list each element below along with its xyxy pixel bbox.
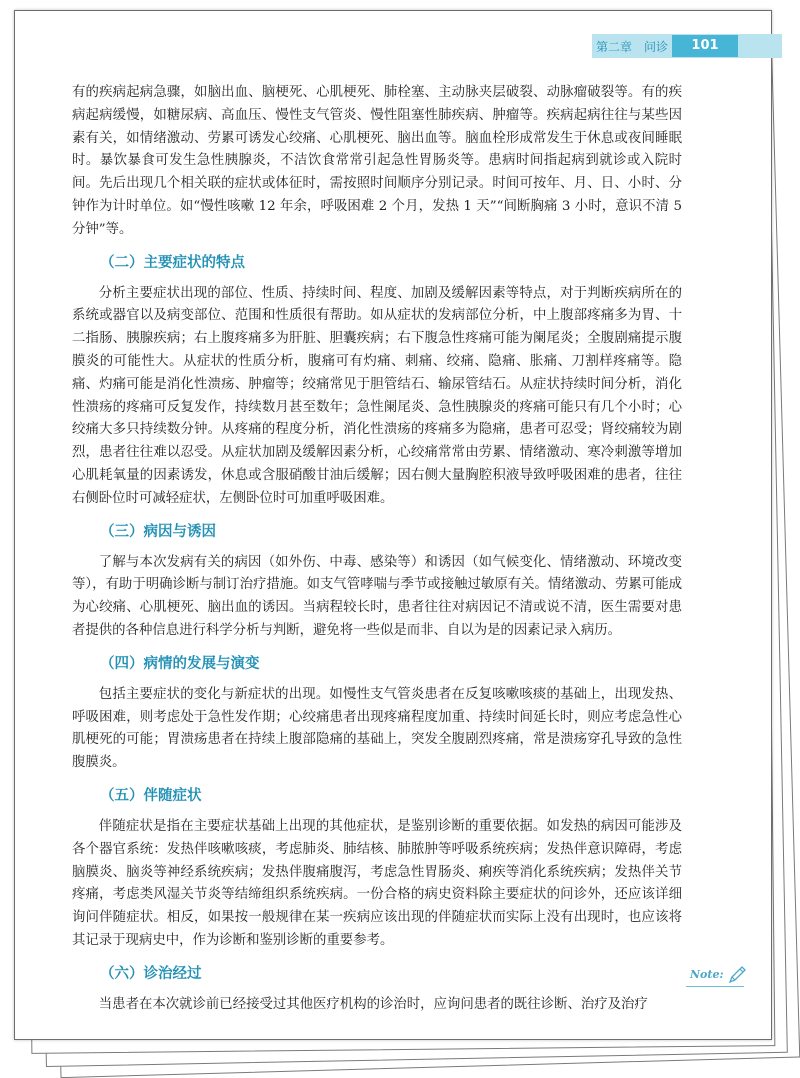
note-underline xyxy=(686,986,744,987)
section-heading: （二）主要症状的特点 xyxy=(100,254,245,271)
paragraph: 有的疾病起病急骤，如脑出血、脑梗死、心肌梗死、肺栓塞、主动脉夹层破裂、动脉瘤破裂等。有的疾病起病缓慢，如糖尿病、高血压、慢性支气管炎、慢性阻塞性肺疾病、肿瘤等。疾病起病往往与某些因素有关，如情绪激动、劳累可诱发心绞痛、心肌梗死、脑出血等。脑血栓形成常发生于休息或夜间睡眠时。暴饮暴食可发生急性胰腺炎，不洁饮食常常引起急性胃肠炎等。患病时间指起病到就诊或入院时间。先后出现几个相关联的症状或体征时，需按照时间顺序分别记录。时间可按年、月、日、小时、分钟作为计时单位。如“慢性咳嗽 12 年余，呼吸困难 2 个月，发热 1 天”“间断胸痛 3 小时，意识不清 5 分钟”等。 xyxy=(72,85,682,237)
paragraph: 伴随症状是指在主要症状基础上出现的其他症状，是鉴别诊断的重要依据。如发热的病因可能涉及各个器官系统：发热伴咳嗽咳痰，考虑肺炎、肺结核、肺脓肿等呼吸系统疾病；发热伴意识障碍，考虑脑膜炎、脑炎等神经系统疾病；发热伴腹痛腹泻，考虑急性胃肠炎、痢疾等消化系统疾病；发热伴关节疼痛，考虑类风湿关节炎等结缔组织系统疾病。一份合格的病史资料除主要症状的问诊外，还应该详细询问伴随症状。相反，如果按一般规律在某一疾病应该出现的伴随症状而实际上没有出现时，也应该将其记录于现病史中，作为诊断和鉴别诊断的重要参考。 xyxy=(72,818,682,948)
pen-icon xyxy=(726,964,748,986)
paragraph: 分析主要症状出现的部位、性质、持续时间、程度、加剧及缓解因素等特点，对于判断疾病所在的系统或器官以及病变部位、范围和性质很有帮助。如从症状的发病部位分析，中上腹部疼痛多为胃、十二指肠、胰腺疾病；右上腹疼痛多为肝脏、胆囊疾病；右下腹急性疼痛可能为阑尾炎；全腹剧痛提示腹膜炎的可能性大。从症状的性质分析，腹痛可有灼痛、刺痛、绞痛、隐痛、胀痛、刀割样疼痛等。隐痛、灼痛可能是消化性溃疡、肿瘤等；绞痛常见于胆管结石、输尿管结石。从症状持续时间分析，消化性溃疡的疼痛可反复发作，持续数月甚至数年；急性阑尾炎、急性胰腺炎的疼痛可能只有几个小时；心绞痛大多只持续数分钟。从疼痛的程度分析，消化性溃疡的疼痛多为隐痛，患者可忍受；肾绞痛较为剧烈，患者往往难以忍受。从症状加剧及缓解因素分析，心绞痛常常由劳累、情绪激动、寒冷刺激等增加心肌耗氧量的因素诱发，休息或含服硝酸甘油后缓解；因右侧大量胸腔积液导致呼吸困难的患者，往往右侧卧位时可减轻症状，左侧卧位时可加重呼吸困难。 xyxy=(72,285,682,506)
note-label: Note: xyxy=(690,968,724,981)
paragraph: 包括主要症状的变化与新症状的出现。如慢性支气管炎患者在反复咳嗽咳痰的基础上，出现发热、呼吸困难，则考虑处于急性发作期；心绞痛患者出现疼痛程度加重、持续时间延长时，则应考虑急性心肌梗死的可能；胃溃疡患者在持续上腹部隐痛的基础上，突发全腹剧烈疼痛，常是溃疡穿孔导致的急性腹膜炎。 xyxy=(72,686,682,771)
section-heading: （四）病情的发展与演变 xyxy=(100,655,260,672)
paragraph: 了解与本次发病有关的病因（如外伤、中毒、感染等）和诱因（如气候变化、情绪激动、环境改变等），有助于明确诊断与制订治疗措施。如支气管哮喘与季节或接触过敏原有关。情绪激动、劳累可能成为心绞痛、心肌梗死、脑出血的诱因。当病程较长时，患者往往对病因记不清或说不清，医生需要对患者提供的各种信息进行科学分析与判断，避免将一些似是而非、自以为是的因素记录入病历。 xyxy=(72,554,682,638)
section-heading: （六）诊治经过 xyxy=(100,965,202,982)
page-content xyxy=(72,82,682,1017)
section-heading: （三）病因与诱因 xyxy=(100,523,216,540)
note-area xyxy=(686,964,750,992)
section-heading: （五）伴随症状 xyxy=(100,787,202,804)
paragraph: 当患者在本次就诊前已经接受过其他医疗机构的诊治时，应询问患者的既往诊断、治疗及治疗 xyxy=(98,996,648,1012)
chapter-title: 第二章 问诊 xyxy=(596,40,669,54)
page-number: 101 xyxy=(672,35,738,57)
